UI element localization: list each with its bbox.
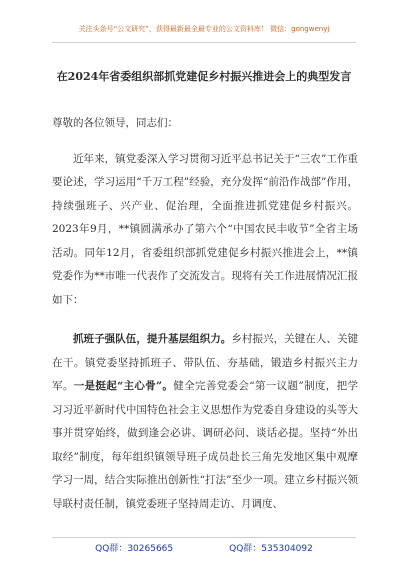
qq-group-1: QQ群：30265665 [95, 544, 174, 554]
header-notice: 关注头条号“公文研究”，获得最新最全最专业的公文资料库！ 微信：gongwenyj [78, 25, 330, 33]
subsection-heading: 一是挺起“主心骨”。 [73, 380, 174, 392]
qq-group-2: QQ群：535304092 [229, 544, 313, 554]
document-body [52, 112, 358, 516]
salutation: 尊敬的各位领导，同志们： [52, 117, 178, 129]
document-title: 在2024年省委组织部抓党建促乡村振兴推进会上的典型发言 [56, 70, 352, 83]
footer-divider [52, 537, 356, 538]
paragraph-text-continued: 健全完善党委会“第一议题”制度，把学习习近平新时代中国特色社会主义思想作为党委自身建设的头等大事并贯穿始终，做到逢会必讲、调研必问、谈话必提。坚持“外出取经”制度，每年组织镇领导班子成员赴长三角先发地区集中观摩学习一周，结合实际推出创新性“打法”至少一项。建立乡村振兴领导联村责任制，镇党委班子坚持周走访、月调度、 [52, 380, 358, 510]
header-divider [52, 42, 356, 43]
footer-contacts [0, 541, 408, 554]
paragraph-intro: 近年来，镇党委深入学习贯彻习近平总书记关于“三农”工作重要论述，学习运用“千万工程”经验，充分发挥“前沿作战部”作用，持续强班子、兴产业、促治理，全面推进抓党建促乡村振兴。2023年9月，**镇圆满承办了第六个“中国农民丰收节”全省主场活动。同年12月，省委组织部抓党建促乡村振兴推进会上，**镇党委作为**市唯一代表作了交流发言。现将有关工作进展情况汇报如下： [52, 152, 358, 306]
paragraph-team-building [52, 328, 358, 516]
section-heading: 抓班子强队伍，提升基层组织力。 [73, 333, 232, 345]
paragraph-text: 乡村振兴，关键在人、关键在干。镇党委坚持抓班子、带队伍、夯基础，锻造乡村振兴主力军。 [52, 333, 359, 392]
